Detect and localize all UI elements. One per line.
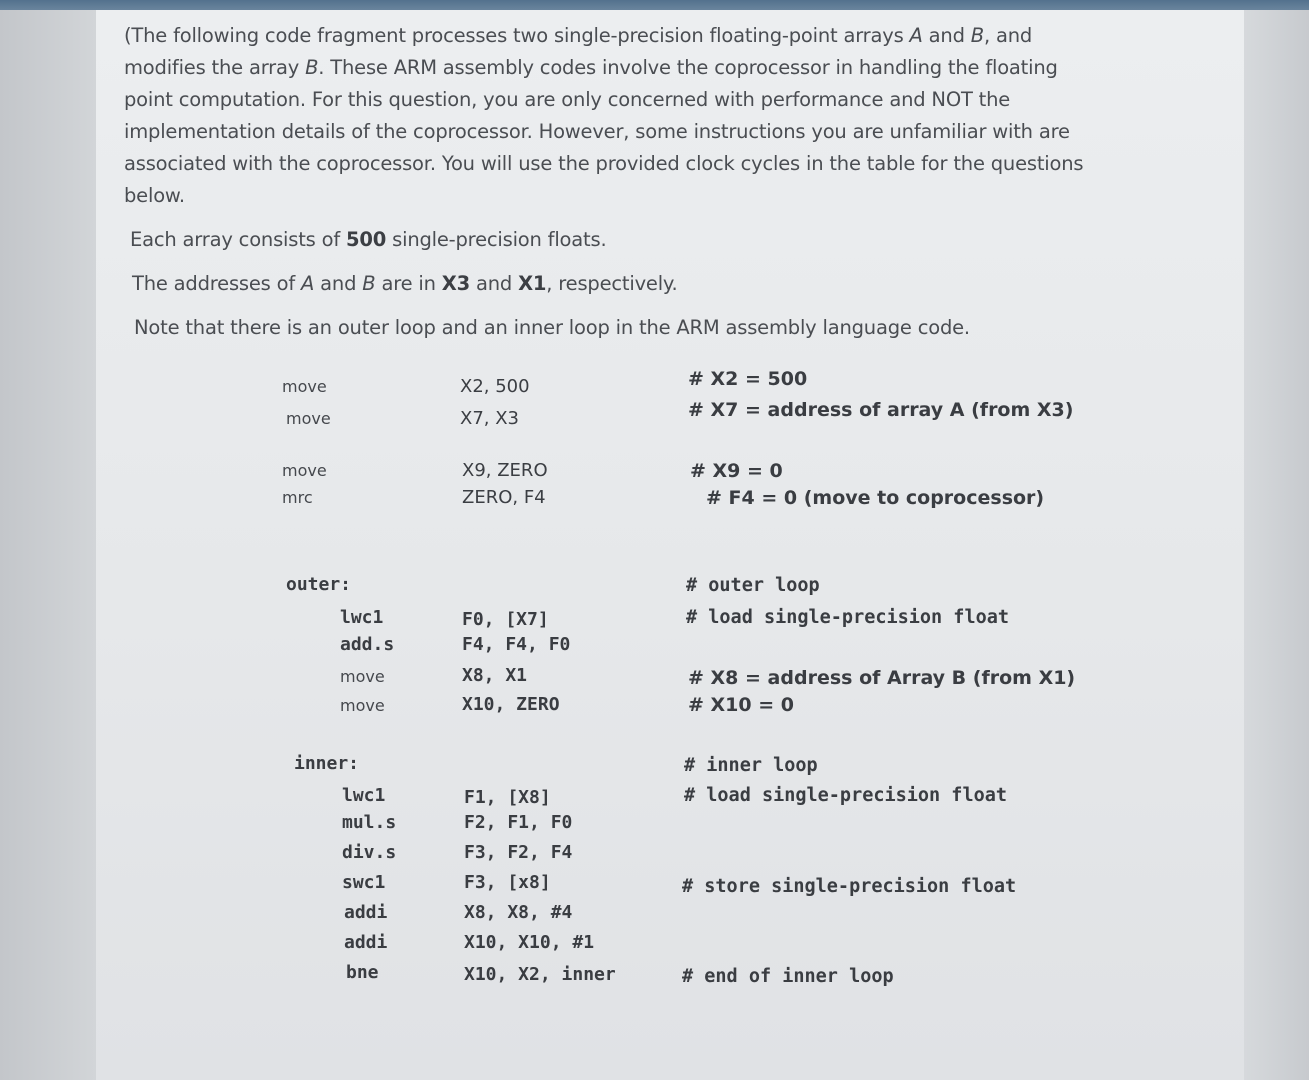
code-args-14: X10, X10, #1: [464, 932, 595, 953]
note-paragraph: Note that there is an outer loop and an inner loop in the ARM assembly language code.: [134, 316, 970, 339]
addresses-paragraph: [132, 268, 1032, 300]
inner-loop-comment: # inner loop: [684, 755, 818, 776]
code-op-10: mul.s: [342, 812, 397, 833]
code-op-15: bne: [346, 962, 379, 983]
array-count-post: single-precision floats.: [386, 228, 607, 251]
code-args-4: ZERO, F4: [462, 487, 546, 508]
code-comment-2: # X7 = address of array A (from X3): [688, 399, 1074, 421]
code-op-8: move: [340, 696, 385, 715]
code-op-1: move: [282, 377, 327, 396]
addr-mid-3: and: [469, 272, 519, 295]
intro-array-b-2: B: [305, 56, 319, 79]
code-op-6: add.s: [340, 634, 395, 655]
code-op-5: lwc1: [340, 607, 384, 628]
code-args-13: X8, X8, #4: [464, 902, 573, 923]
intro-text-4: . These ARM assembly codes involve the coprocessor in handling the floating point computation. For this question, you are only concerned with performance and NOT the implementation details of the coprocessor. However, some instructions you are unfamiliar with are associated with the coprocessor. You will use the provided clock cycles in the table for the questions below.: [124, 56, 1084, 207]
code-args-6: F4, F4, F0: [462, 634, 571, 655]
code-op-12: swc1: [342, 872, 386, 893]
intro-text-1: (The following code fragment processes two single-precision floating-point arrays: [124, 24, 910, 47]
outer-loop-comment: # outer loop: [686, 575, 820, 596]
addr-mid-1: and: [314, 272, 363, 295]
intro-array-a: A: [909, 24, 923, 47]
array-count-paragraph: [130, 224, 1030, 256]
code-op-14: addi: [344, 932, 388, 953]
addr-pre: The addresses of: [132, 272, 302, 295]
code-comment-3: # X9 = 0: [690, 460, 783, 482]
addr-post: , respectively.: [546, 272, 678, 295]
intro-text-2: and: [922, 24, 971, 47]
addr-register-x1: X1: [518, 272, 547, 295]
code-comment-5: # load single-precision float: [686, 607, 1010, 628]
code-comment-4: # F4 = 0 (move to coprocessor): [706, 487, 1045, 509]
array-count-pre: Each array consists of: [130, 228, 347, 251]
code-op-4: mrc: [282, 488, 313, 507]
code-op-3: move: [282, 461, 327, 480]
code-comment-1: # X2 = 500: [688, 368, 808, 390]
code-args-5: F0, [X7]: [462, 609, 549, 630]
inner-label: inner:: [294, 753, 360, 774]
code-op-2: move: [286, 409, 331, 428]
intro-array-b: B: [970, 24, 984, 47]
screen-right-margin: [1244, 10, 1309, 1080]
code-args-12: F3, [x8]: [464, 872, 551, 893]
code-op-11: div.s: [342, 842, 397, 863]
code-comment-7: # X8 = address of Array B (from X1): [688, 667, 1076, 689]
addr-register-x3: X3: [441, 272, 470, 295]
code-comment-8: # X10 = 0: [688, 694, 794, 716]
addr-array-a: A: [301, 272, 315, 295]
code-args-7: X8, X1: [462, 665, 528, 686]
addr-mid-2: are in: [375, 272, 442, 295]
code-comment-9: # load single-precision float: [684, 785, 1008, 806]
code-args-8: X10, ZERO: [462, 694, 560, 715]
intro-text-3: , and modifies the array: [124, 24, 1033, 79]
code-op-7: move: [340, 667, 385, 686]
code-args-9: F1, [X8]: [464, 787, 551, 808]
code-args-3: X9, ZERO: [462, 460, 548, 481]
screen-left-margin: [0, 10, 96, 1080]
code-args-15: X10, X2, inner: [464, 964, 616, 985]
addr-array-b: B: [362, 272, 376, 295]
code-args-10: F2, F1, F0: [464, 812, 573, 833]
code-op-9: lwc1: [342, 785, 386, 806]
array-count-number: 500: [346, 228, 387, 251]
code-comment-12: # store single-precision float: [682, 876, 1017, 897]
outer-label: outer:: [286, 574, 352, 595]
code-comment-15: # end of inner loop: [682, 966, 894, 987]
intro-paragraph: [124, 20, 1084, 212]
code-args-2: X7, X3: [460, 408, 520, 429]
code-args-11: F3, F2, F4: [464, 842, 573, 863]
code-args-1: X2, 500: [460, 376, 530, 397]
code-op-13: addi: [344, 902, 388, 923]
